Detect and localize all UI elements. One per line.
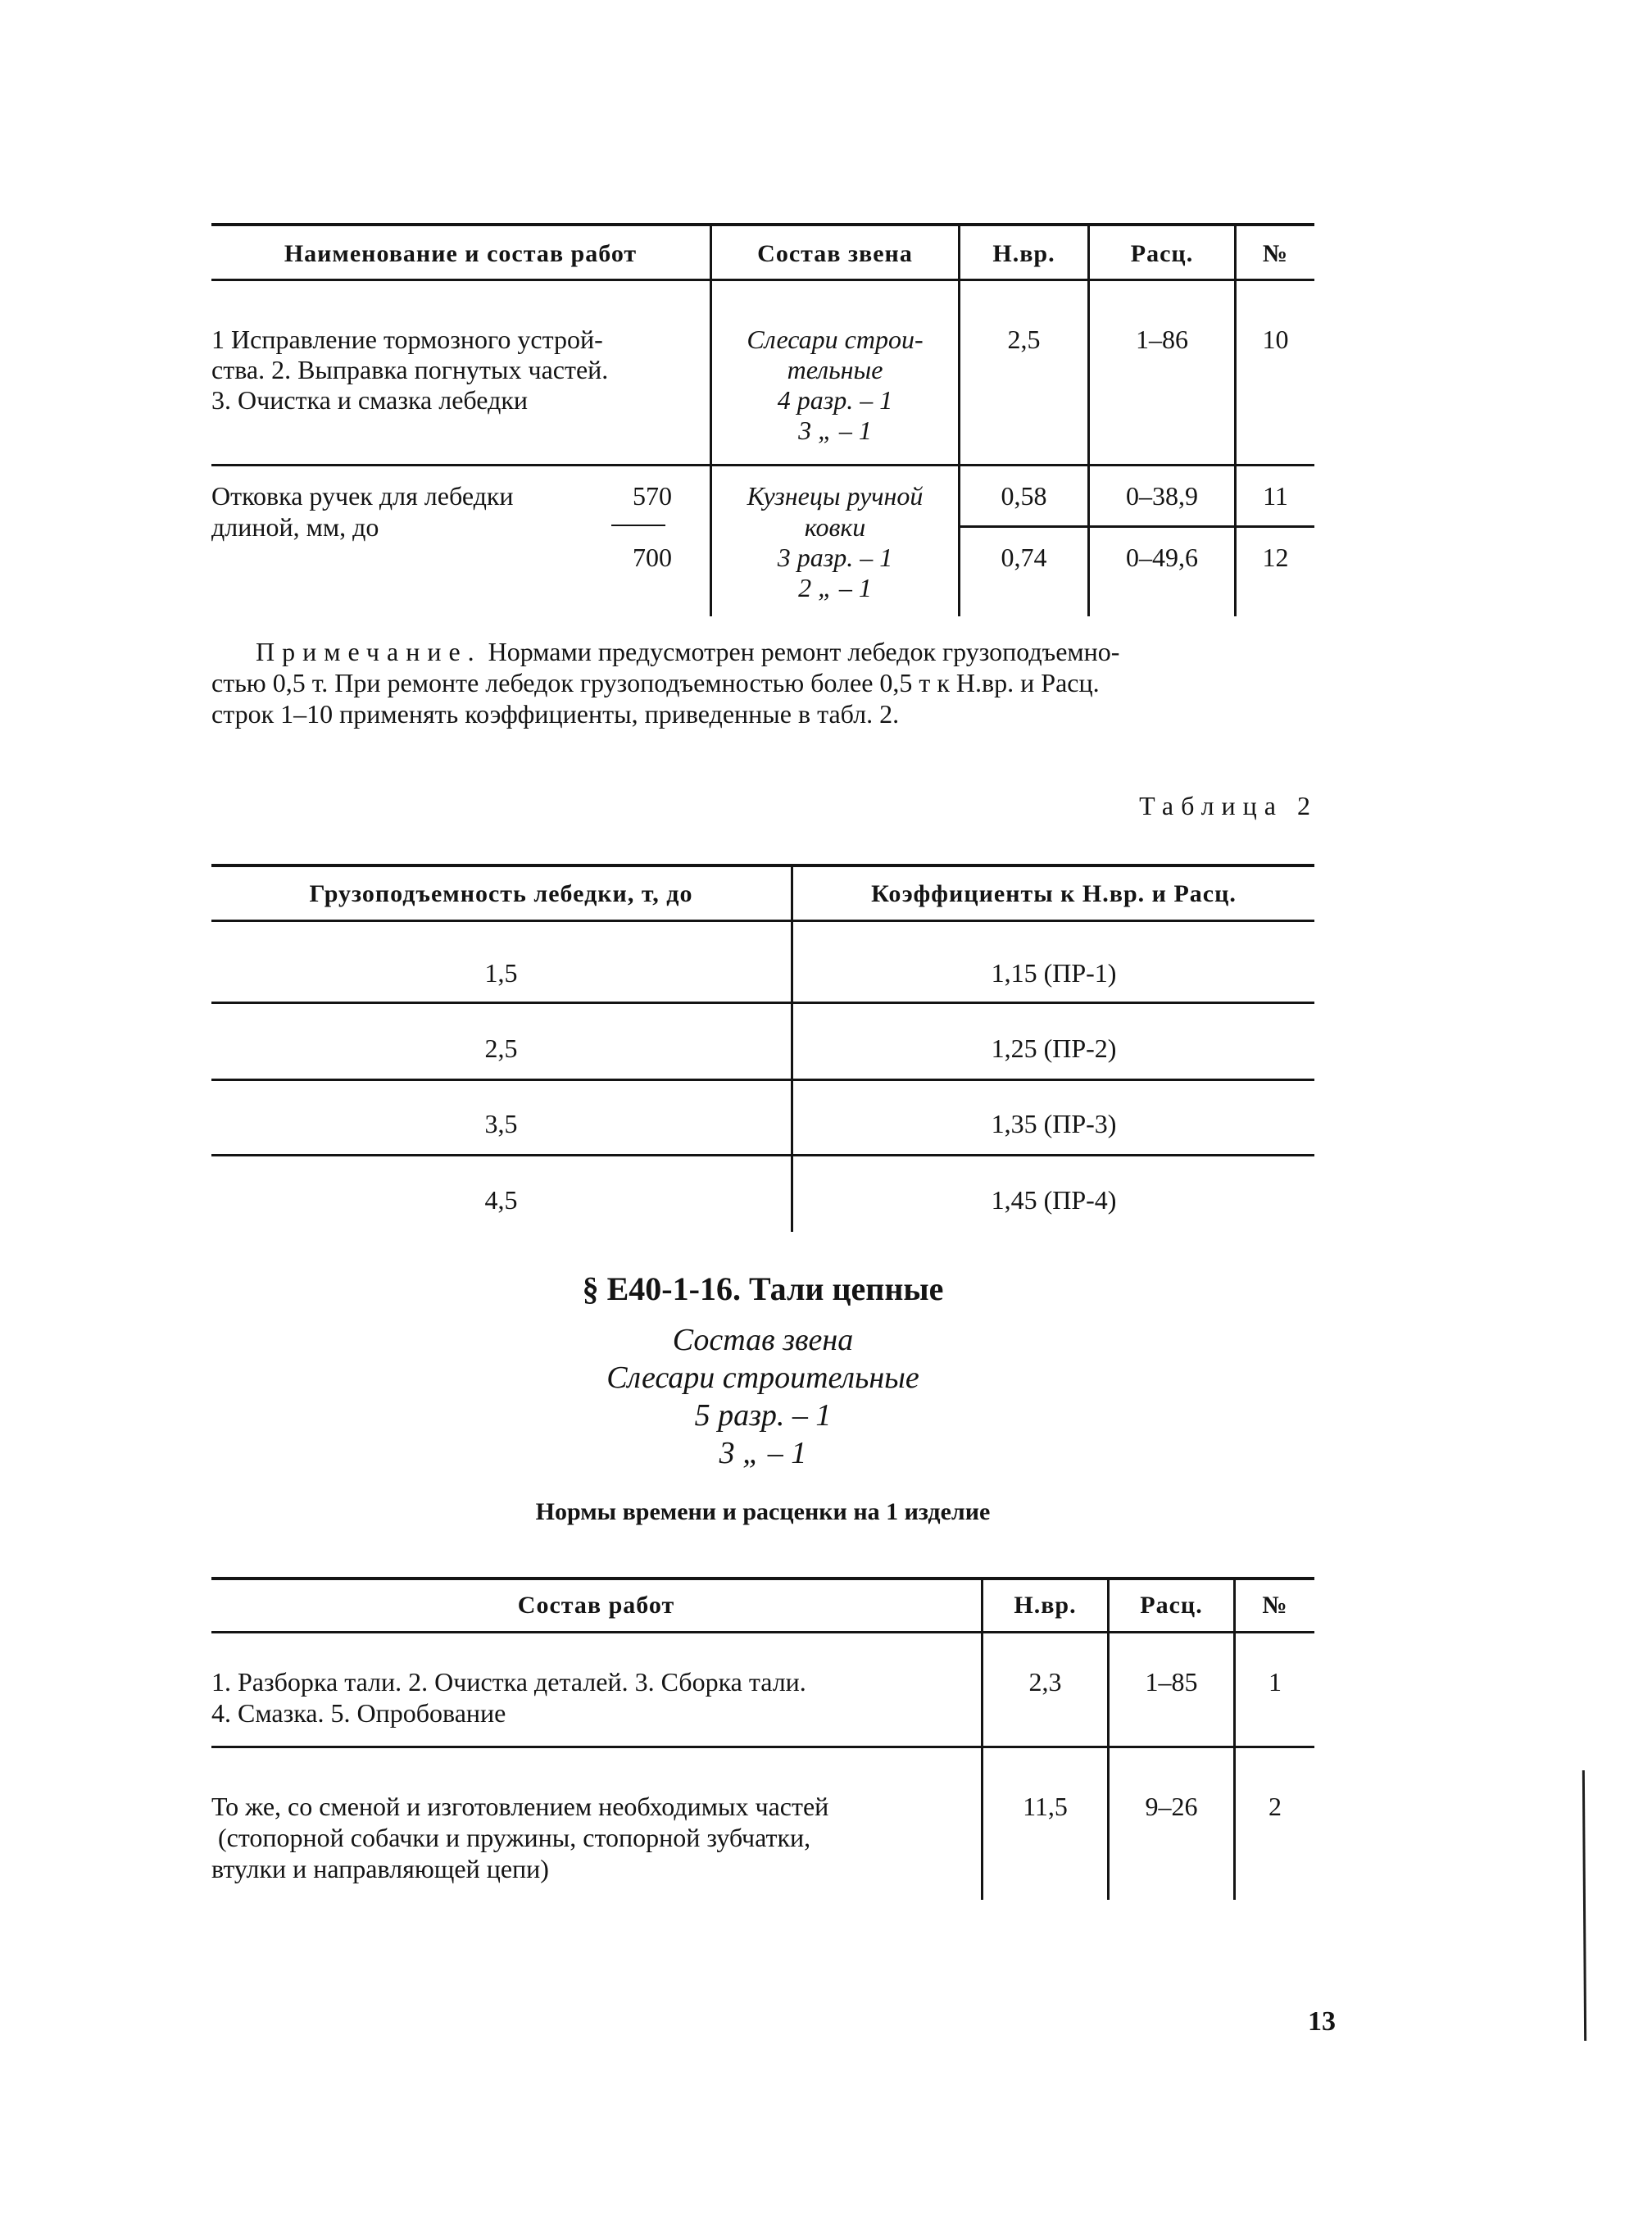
- work-description: 4. Смазка. 5. Опробование: [211, 1698, 506, 1728]
- coefficient: 1,35 (ПР-3): [991, 1109, 1117, 1138]
- crew-composition: 4 разр. – 1: [777, 385, 893, 415]
- rate: 0–49,6: [1126, 543, 1198, 572]
- work-description: 1. Разборка тали. 2. Очистка деталей. 3. Сборка тали.: [211, 1667, 806, 1697]
- time-norm: 11,5: [1023, 1792, 1068, 1821]
- table-divider: [1233, 1579, 1236, 1900]
- time-norm: 2,3: [1028, 1667, 1062, 1697]
- column-header: Коэффициенты к Н.вр. и Расц.: [871, 880, 1237, 907]
- size-value: 570: [633, 481, 672, 511]
- row-number: 11: [1263, 481, 1288, 511]
- work-description: (стопорной собачки и пружины, стопорной зубчатки,: [218, 1823, 811, 1852]
- work-description: 3. Очистка и смазка лебедки: [211, 385, 529, 415]
- lifting-capacity: 2,5: [484, 1034, 518, 1063]
- table-rule: [211, 1746, 1314, 1748]
- rate: 1–85: [1145, 1667, 1198, 1697]
- table-rule: [211, 223, 1314, 226]
- column-header: Состав звена: [757, 240, 913, 267]
- size-value: 700: [633, 543, 672, 572]
- table-rule: [211, 1631, 1314, 1633]
- column-header: №: [1262, 1592, 1288, 1619]
- section-crew: Слесари строительные: [606, 1361, 919, 1395]
- column-header: Н.вр.: [1014, 1592, 1077, 1619]
- section-crew: 3 „ – 1: [719, 1436, 807, 1470]
- section-title: § Е40-1-16. Тали цепные: [582, 1270, 944, 1307]
- table-rule: [211, 1079, 1314, 1081]
- time-norm: 2,5: [1007, 325, 1041, 354]
- page-number: 13: [1308, 2006, 1336, 2037]
- crew-composition: 2 „ – 1: [798, 573, 872, 602]
- lifting-capacity: 3,5: [484, 1109, 518, 1138]
- coefficient: 1,45 (ПР-4): [991, 1185, 1117, 1215]
- note-text: стью 0,5 т. При ремонте лебедок грузоподъемностью более 0,5 т к Н.вр. и Расц.: [211, 668, 1100, 697]
- lifting-capacity: 4,5: [484, 1185, 518, 1215]
- time-norm: 0,58: [1001, 481, 1047, 511]
- work-description: втулки и направляющей цепи): [211, 1854, 549, 1883]
- table-rule: [211, 1002, 1314, 1004]
- crew-composition: 3 „ – 1: [798, 416, 872, 445]
- rate: 0–38,9: [1126, 481, 1198, 511]
- rate: 1–86: [1136, 325, 1188, 354]
- crew-composition: 3 разр. – 1: [777, 543, 893, 572]
- section-subtitle: Нормы времени и расценки на 1 изделие: [535, 1498, 991, 1525]
- table-divider: [1107, 1579, 1110, 1900]
- time-norm: 0,74: [1001, 543, 1047, 572]
- column-header: Наименование и состав работ: [284, 240, 638, 267]
- row-number: 10: [1262, 325, 1289, 354]
- table-rule: [211, 464, 1314, 466]
- note-label: Примечание.: [256, 637, 482, 666]
- work-description: длиной, мм, до: [211, 512, 379, 542]
- row-number: 1: [1268, 1667, 1282, 1697]
- table-rule: [211, 864, 1314, 867]
- table-rule: [211, 1577, 1314, 1580]
- coefficient: 1,15 (ПР-1): [991, 958, 1117, 988]
- table-divider: [981, 1579, 983, 1900]
- note-text: строк 1–10 применять коэффициенты, приведенные в табл. 2.: [211, 699, 900, 729]
- section-crew: 5 разр. – 1: [694, 1398, 832, 1433]
- table-rule: [958, 525, 1314, 528]
- column-header: Н.вр.: [992, 240, 1055, 267]
- column-header: Расц.: [1140, 1592, 1203, 1619]
- size-separator: [611, 525, 665, 526]
- lifting-capacity: 1,5: [484, 958, 518, 988]
- coefficient: 1,25 (ПР-2): [991, 1034, 1117, 1063]
- work-description: То же, со сменой и изготовлением необходимых частей: [211, 1792, 829, 1821]
- work-description: ства. 2. Выправка погнутых частей.: [211, 355, 609, 384]
- crew-composition: тельные: [787, 355, 883, 384]
- table-rule: [211, 1154, 1314, 1156]
- table-caption: Таблица 2: [1139, 791, 1318, 820]
- work-description: 1 Исправление тормозного устрой-: [211, 325, 603, 354]
- scan-edge-line: [1582, 1770, 1586, 2041]
- row-number: 2: [1268, 1792, 1282, 1821]
- table-rule: [211, 920, 1314, 922]
- column-header: Грузоподъемность лебедки, т, до: [309, 880, 693, 907]
- column-header: Состав работ: [517, 1592, 675, 1619]
- crew-composition: Слесари строи-: [747, 325, 924, 354]
- column-header: Расц.: [1130, 240, 1194, 267]
- work-description: Отковка ручек для лебедки: [211, 481, 514, 511]
- crew-composition: ковки: [804, 512, 866, 542]
- column-header: №: [1262, 240, 1289, 267]
- row-number: 12: [1262, 543, 1289, 572]
- crew-composition: Кузнецы ручной: [747, 481, 924, 511]
- rate: 9–26: [1145, 1792, 1198, 1821]
- section-crew: Состав звена: [672, 1323, 854, 1357]
- table-rule: [211, 279, 1314, 281]
- note-text: Нормами предусмотрен ремонт лебедок грузоподъемно-: [481, 637, 1120, 666]
